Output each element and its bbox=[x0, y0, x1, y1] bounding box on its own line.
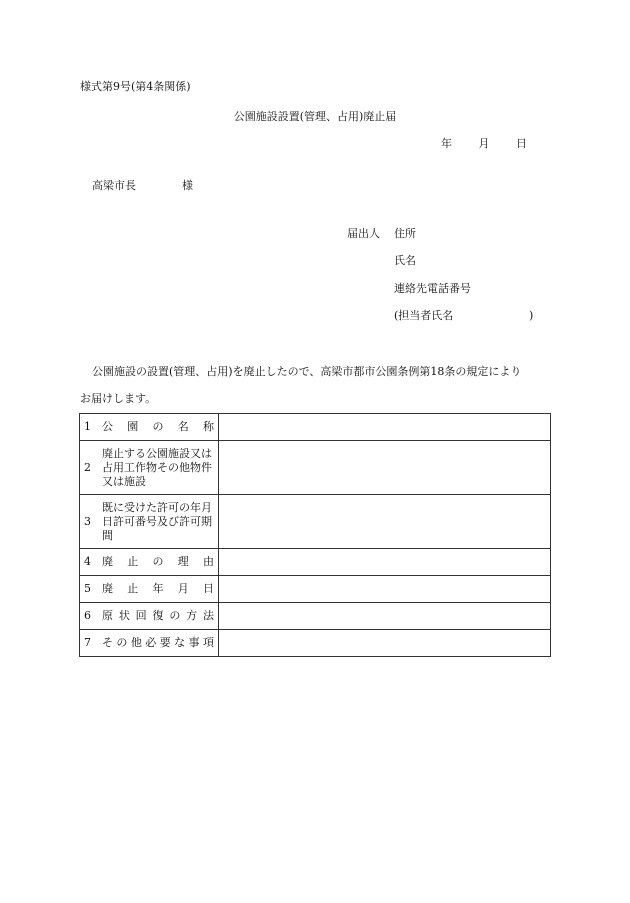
date-line bbox=[441, 137, 527, 151]
applicant-contact-label bbox=[394, 309, 534, 323]
body-text-line-2: お届けします。 bbox=[80, 392, 157, 405]
table-row bbox=[80, 576, 551, 603]
date-month-label: 月 bbox=[478, 137, 490, 150]
row-label: 既に受けた許可の年月日許可番号及び許可期間 bbox=[102, 500, 212, 542]
date-year-label: 年 bbox=[441, 137, 452, 150]
row-number: 5 bbox=[84, 582, 91, 595]
addressee-honorific: 様 bbox=[182, 179, 193, 192]
row-6-label-cell bbox=[80, 603, 219, 630]
row-7-value-field[interactable] bbox=[219, 630, 551, 657]
row-label: 原 状 回 復 の 方 法 bbox=[102, 609, 214, 622]
applicant-label: 届出人 bbox=[347, 227, 380, 240]
document-title: 公園施設設置(管理、占用)廃止届 bbox=[233, 110, 397, 123]
table-row bbox=[80, 495, 551, 549]
table-row bbox=[80, 441, 551, 495]
row-5-label-cell bbox=[80, 576, 219, 603]
applicant-phone-label: 連絡先電話番号 bbox=[394, 282, 471, 295]
applicant-name-label: 氏名 bbox=[394, 254, 416, 267]
row-3-value-field[interactable] bbox=[219, 495, 551, 549]
row-number: 6 bbox=[84, 609, 91, 622]
applicant-address-label: 住所 bbox=[394, 227, 416, 240]
row-number: 2 bbox=[84, 460, 91, 474]
row-label: 公 園 の 名 称 bbox=[102, 420, 214, 433]
row-number: 4 bbox=[84, 555, 91, 568]
row-label: 廃止する公園施設又は占用工作物その他物件又は施設 bbox=[102, 446, 212, 488]
row-6-value-field[interactable] bbox=[219, 603, 551, 630]
row-2-value-field[interactable] bbox=[219, 441, 551, 495]
row-number: 7 bbox=[84, 636, 91, 649]
addressee bbox=[92, 179, 193, 193]
row-2-label-cell bbox=[80, 441, 219, 495]
table-row bbox=[80, 630, 551, 657]
row-number: 1 bbox=[84, 420, 91, 433]
row-label: そ の 他 必 要 な 事 項 bbox=[102, 636, 214, 649]
table-row bbox=[80, 549, 551, 576]
body-text-line-1: 公園施設の設置(管理、占用)を廃止したので、高梁市都市公園条例第18条の規定により bbox=[92, 365, 522, 378]
row-label: 廃 止 年 月 日 bbox=[102, 582, 214, 595]
notification-items-table bbox=[79, 413, 551, 657]
row-3-label-cell bbox=[80, 495, 219, 549]
contact-open: (担当者氏名 bbox=[394, 309, 454, 322]
form-number: 様式第9号(第4条関係) bbox=[80, 80, 191, 93]
addressee-name: 高梁市長 bbox=[92, 179, 136, 192]
row-7-label-cell bbox=[80, 630, 219, 657]
row-4-label-cell bbox=[80, 549, 219, 576]
contact-close: ) bbox=[529, 309, 534, 322]
row-label: 廃 止 の 理 由 bbox=[102, 555, 214, 568]
row-1-value-field[interactable] bbox=[219, 414, 551, 441]
row-4-value-field[interactable] bbox=[219, 549, 551, 576]
table-row bbox=[80, 414, 551, 441]
date-day-label: 日 bbox=[516, 137, 527, 150]
row-5-value-field[interactable] bbox=[219, 576, 551, 603]
row-number: 3 bbox=[84, 514, 91, 528]
table-row bbox=[80, 603, 551, 630]
row-1-label-cell bbox=[80, 414, 219, 441]
